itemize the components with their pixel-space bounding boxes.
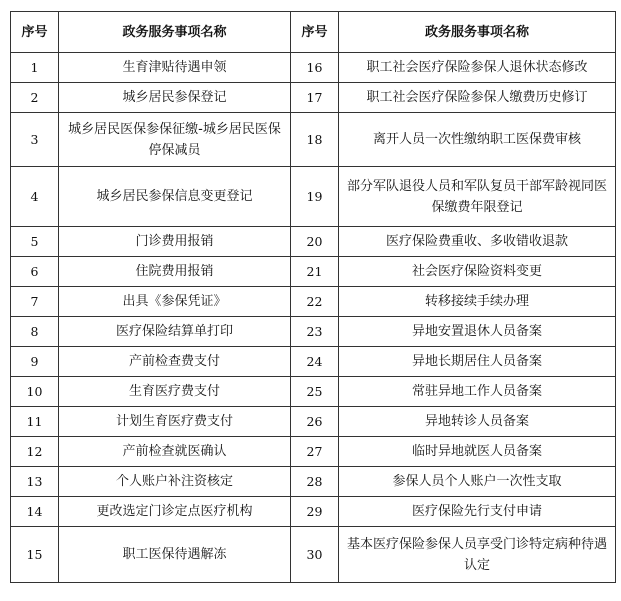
- table-row: [11, 497, 616, 527]
- service-name-cell-right: 参保人员个人账户一次性支取: [339, 467, 616, 497]
- service-name-cell-right: 基本医疗保险参保人员享受门诊特定病种待遇认定: [339, 527, 616, 583]
- table-row: [11, 227, 616, 257]
- service-name-cell-right: 临时异地就医人员备案: [339, 437, 616, 467]
- seq-cell-right: 24: [291, 347, 339, 377]
- service-name-cell-left: 门诊费用报销: [59, 227, 291, 257]
- service-name-cell-left: 个人账户补注资核定: [59, 467, 291, 497]
- service-name-cell-right: 转移接续手续办理: [339, 287, 616, 317]
- service-name-cell-left: 住院费用报销: [59, 257, 291, 287]
- seq-cell-left: 7: [11, 287, 59, 317]
- seq-cell-left: 5: [11, 227, 59, 257]
- service-name-cell-right: 异地长期居住人员备案: [339, 347, 616, 377]
- table-row: [11, 347, 616, 377]
- seq-cell-left: 2: [11, 83, 59, 113]
- seq-cell-left: 14: [11, 497, 59, 527]
- service-name-cell-left: 生育津贴待遇申领: [59, 53, 291, 83]
- seq-cell-left: 4: [11, 167, 59, 227]
- service-name-cell-left: 生育医疗费支付: [59, 377, 291, 407]
- seq-cell-right: 22: [291, 287, 339, 317]
- seq-cell-left: 1: [11, 53, 59, 83]
- header-name-left: 政务服务事项名称: [59, 12, 291, 53]
- seq-cell-right: 27: [291, 437, 339, 467]
- service-name-cell-right: 异地转诊人员备案: [339, 407, 616, 437]
- seq-cell-right: 16: [291, 53, 339, 83]
- table-row: [11, 317, 616, 347]
- header-seq-left: 序号: [11, 12, 59, 53]
- service-name-cell-right: 常驻异地工作人员备案: [339, 377, 616, 407]
- service-name-cell-left: 出具《参保凭证》: [59, 287, 291, 317]
- service-name-cell-left: 产前检查费支付: [59, 347, 291, 377]
- services-table: [10, 11, 616, 583]
- seq-cell-right: 26: [291, 407, 339, 437]
- seq-cell-right: 18: [291, 113, 339, 167]
- table-row: [11, 407, 616, 437]
- header-name-right: 政务服务事项名称: [339, 12, 616, 53]
- seq-cell-right: 25: [291, 377, 339, 407]
- table-row: [11, 437, 616, 467]
- table-row: [11, 167, 616, 227]
- table-row: [11, 377, 616, 407]
- seq-cell-left: 9: [11, 347, 59, 377]
- table-row: [11, 527, 616, 583]
- service-name-cell-left: 城乡居民参保登记: [59, 83, 291, 113]
- service-name-cell-right: 医疗保险费重收、多收错收退款: [339, 227, 616, 257]
- table-row: [11, 53, 616, 83]
- header-row: [11, 12, 616, 53]
- table-row: [11, 467, 616, 497]
- service-name-cell-right: 离开人员一次性缴纳职工医保费审核: [339, 113, 616, 167]
- service-name-cell-left: 医疗保险结算单打印: [59, 317, 291, 347]
- service-name-cell-right: 职工社会医疗保险参保人退休状态修改: [339, 53, 616, 83]
- seq-cell-left: 10: [11, 377, 59, 407]
- service-name-cell-right: 异地安置退休人员备案: [339, 317, 616, 347]
- service-name-cell-right: 部分军队退役人员和军队复员干部军龄视同医保缴费年限登记: [339, 167, 616, 227]
- service-name-cell-right: 医疗保险先行支付申请: [339, 497, 616, 527]
- seq-cell-left: 13: [11, 467, 59, 497]
- table-row: [11, 113, 616, 167]
- service-name-cell-left: 职工医保待遇解冻: [59, 527, 291, 583]
- seq-cell-right: 21: [291, 257, 339, 287]
- service-name-cell-left: 更改选定门诊定点医疗机构: [59, 497, 291, 527]
- service-name-cell-right: 社会医疗保险资料变更: [339, 257, 616, 287]
- table-row: [11, 287, 616, 317]
- table-row: [11, 83, 616, 113]
- seq-cell-right: 23: [291, 317, 339, 347]
- service-name-cell-right: 职工社会医疗保险参保人缴费历史修订: [339, 83, 616, 113]
- seq-cell-right: 17: [291, 83, 339, 113]
- seq-cell-left: 15: [11, 527, 59, 583]
- service-name-cell-left: 城乡居民医保参保征缴-城乡居民医保停保减员: [59, 113, 291, 167]
- seq-cell-left: 3: [11, 113, 59, 167]
- seq-cell-left: 6: [11, 257, 59, 287]
- seq-cell-right: 29: [291, 497, 339, 527]
- seq-cell-left: 11: [11, 407, 59, 437]
- seq-cell-left: 8: [11, 317, 59, 347]
- seq-cell-right: 19: [291, 167, 339, 227]
- seq-cell-right: 28: [291, 467, 339, 497]
- table-row: [11, 257, 616, 287]
- service-name-cell-left: 城乡居民参保信息变更登记: [59, 167, 291, 227]
- seq-cell-right: 30: [291, 527, 339, 583]
- service-name-cell-left: 计划生育医疗费支付: [59, 407, 291, 437]
- seq-cell-right: 20: [291, 227, 339, 257]
- header-seq-right: 序号: [291, 12, 339, 53]
- seq-cell-left: 12: [11, 437, 59, 467]
- service-name-cell-left: 产前检查就医确认: [59, 437, 291, 467]
